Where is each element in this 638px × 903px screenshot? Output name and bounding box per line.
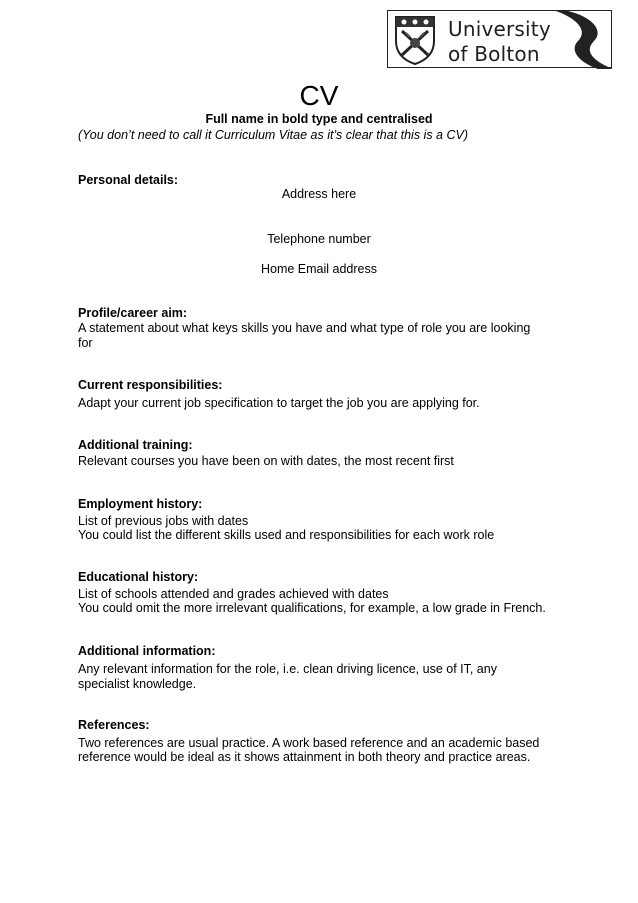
profile-line2: for <box>78 336 93 350</box>
logo-text-line2: of Bolton <box>448 42 540 66</box>
additional-heading: Additional information: <box>78 644 216 658</box>
references-heading: References: <box>78 718 150 732</box>
references-line1: Two references are usual practice. A work based reference and an academic based <box>78 736 540 750</box>
telephone: Telephone number <box>267 232 371 246</box>
employment-line2: You could list the different skills used and responsibilities for each work role <box>78 528 495 542</box>
references-line2: reference would be ideal as it shows attainment in both theory and practice areas. <box>78 750 531 764</box>
email: Home Email address <box>260 262 377 276</box>
training-heading: Additional training: <box>78 438 193 452</box>
education-heading: Educational history: <box>78 570 199 584</box>
page-title: CV <box>299 80 339 111</box>
swoosh-graphic <box>538 11 613 69</box>
profile-line1: A statement about what keys skills you have and what type of role you are looking <box>78 321 531 335</box>
note: (You don’t need to call it Curriculum Vitae as it’s clear that this is a CV) <box>78 128 468 142</box>
employment-heading: Employment history: <box>78 497 203 511</box>
crest-icon <box>394 15 436 65</box>
additional-line1: Any relevant information for the role, i.e. clean driving licence, use of IT, any <box>78 662 497 676</box>
training-line1: Relevant courses you have been on with dates, the most recent first <box>78 454 454 468</box>
university-logo <box>387 10 612 68</box>
education-line2: You could omit the more irrelevant qualifications, for example, a low grade in French. <box>78 601 546 615</box>
profile-heading: Profile/career aim: <box>78 306 188 320</box>
education-line1: List of schools attended and grades achieved with dates <box>78 587 389 601</box>
subtitle: Full name in bold type and centralised <box>205 112 433 126</box>
employment-line1: List of previous jobs with dates <box>78 514 249 528</box>
logo-text-line1: University <box>448 17 551 41</box>
address: Address here <box>281 187 357 201</box>
current-heading: Current responsibilities: <box>78 378 223 392</box>
additional-line2: specialist knowledge. <box>78 677 197 691</box>
personal-heading: Personal details: <box>78 173 179 187</box>
current-line1: Adapt your current job specification to target the job you are applying for. <box>78 396 480 410</box>
